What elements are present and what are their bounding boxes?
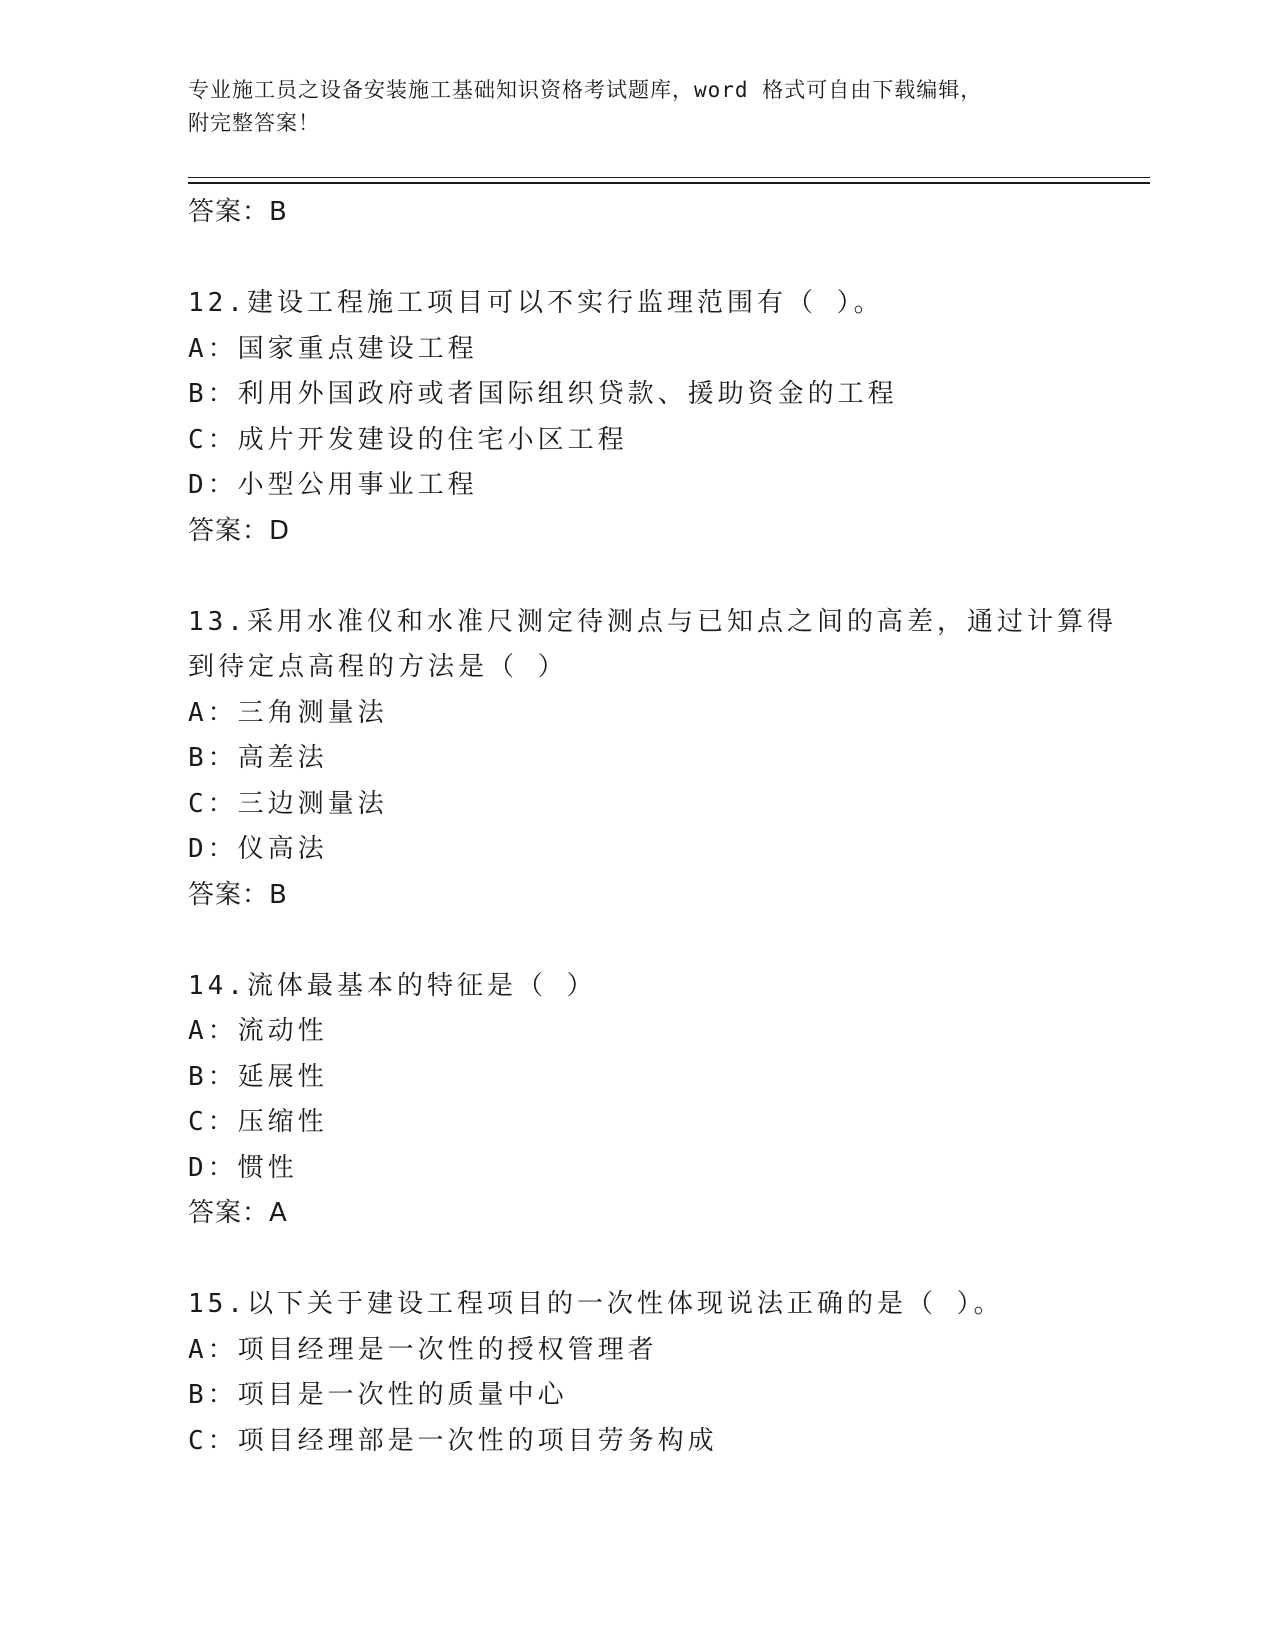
answer-line: 答案：A [188,1198,288,1228]
option-a: A：三角测量法 [188,697,388,728]
question-text: 15.以下关于建设工程项目的一次性体现说法正确的是（ ）。 [188,1289,1004,1319]
option-c: C：成片开发建设的住宅小区工程 [188,424,628,455]
spacer [188,236,1088,282]
option-c: C：项目经理部是一次性的项目劳务构成 [188,1425,718,1456]
option-b: B：延展性 [188,1061,328,1092]
option-d: D：小型公用事业工程 [188,470,478,500]
document-header [188,74,1088,140]
option-d: D：仪高法 [188,834,328,864]
answer-line: 答案：B [188,197,288,227]
option-c: C：压缩性 [188,1107,328,1137]
header-rule-thin [188,177,1150,178]
option-d: D：惯性 [188,1152,298,1183]
question-block [188,281,1088,554]
option-b: B：项目是一次性的质量中心 [188,1380,568,1410]
header-line-2: 附完整答案！ [188,111,320,135]
option-b: B：利用外国政府或者国际组织贷款、援助资金的工程 [188,379,898,409]
option-b: B：高差法 [188,743,328,773]
option-a: A：项目经理是一次性的授权管理者 [188,1334,658,1365]
answer-line: 答案：B [188,879,288,910]
header-line-1: 专业施工员之设备安装施工基础知识资格考试题库，word 格式可自由下载编辑， [188,78,983,102]
question-text: 14.流体最基本的特征是（ ） [188,970,597,1001]
spacer [188,1237,1088,1283]
question-block [188,1282,1088,1464]
document-body [188,190,1117,1464]
answer-line: 答案：D [188,515,291,546]
question-text-line-2: 到待定点高程的方法是（ ） [188,652,568,682]
question-block [188,600,1117,919]
question-text: 12.建设工程施工项目可以不实行监理范围有（ ）。 [188,288,884,318]
option-c: C：三边测量法 [188,788,388,819]
header-rule-thick [188,182,1150,184]
question-text-line-1: 13.采用水准仪和水准尺测定待测点与已知点之间的高差，通过计算得 [188,606,1117,637]
question-block [188,964,1088,1237]
spacer [188,918,1088,964]
spacer [188,554,1088,600]
option-a: A：国家重点建设工程 [188,333,478,364]
option-a: A：流动性 [188,1016,328,1046]
